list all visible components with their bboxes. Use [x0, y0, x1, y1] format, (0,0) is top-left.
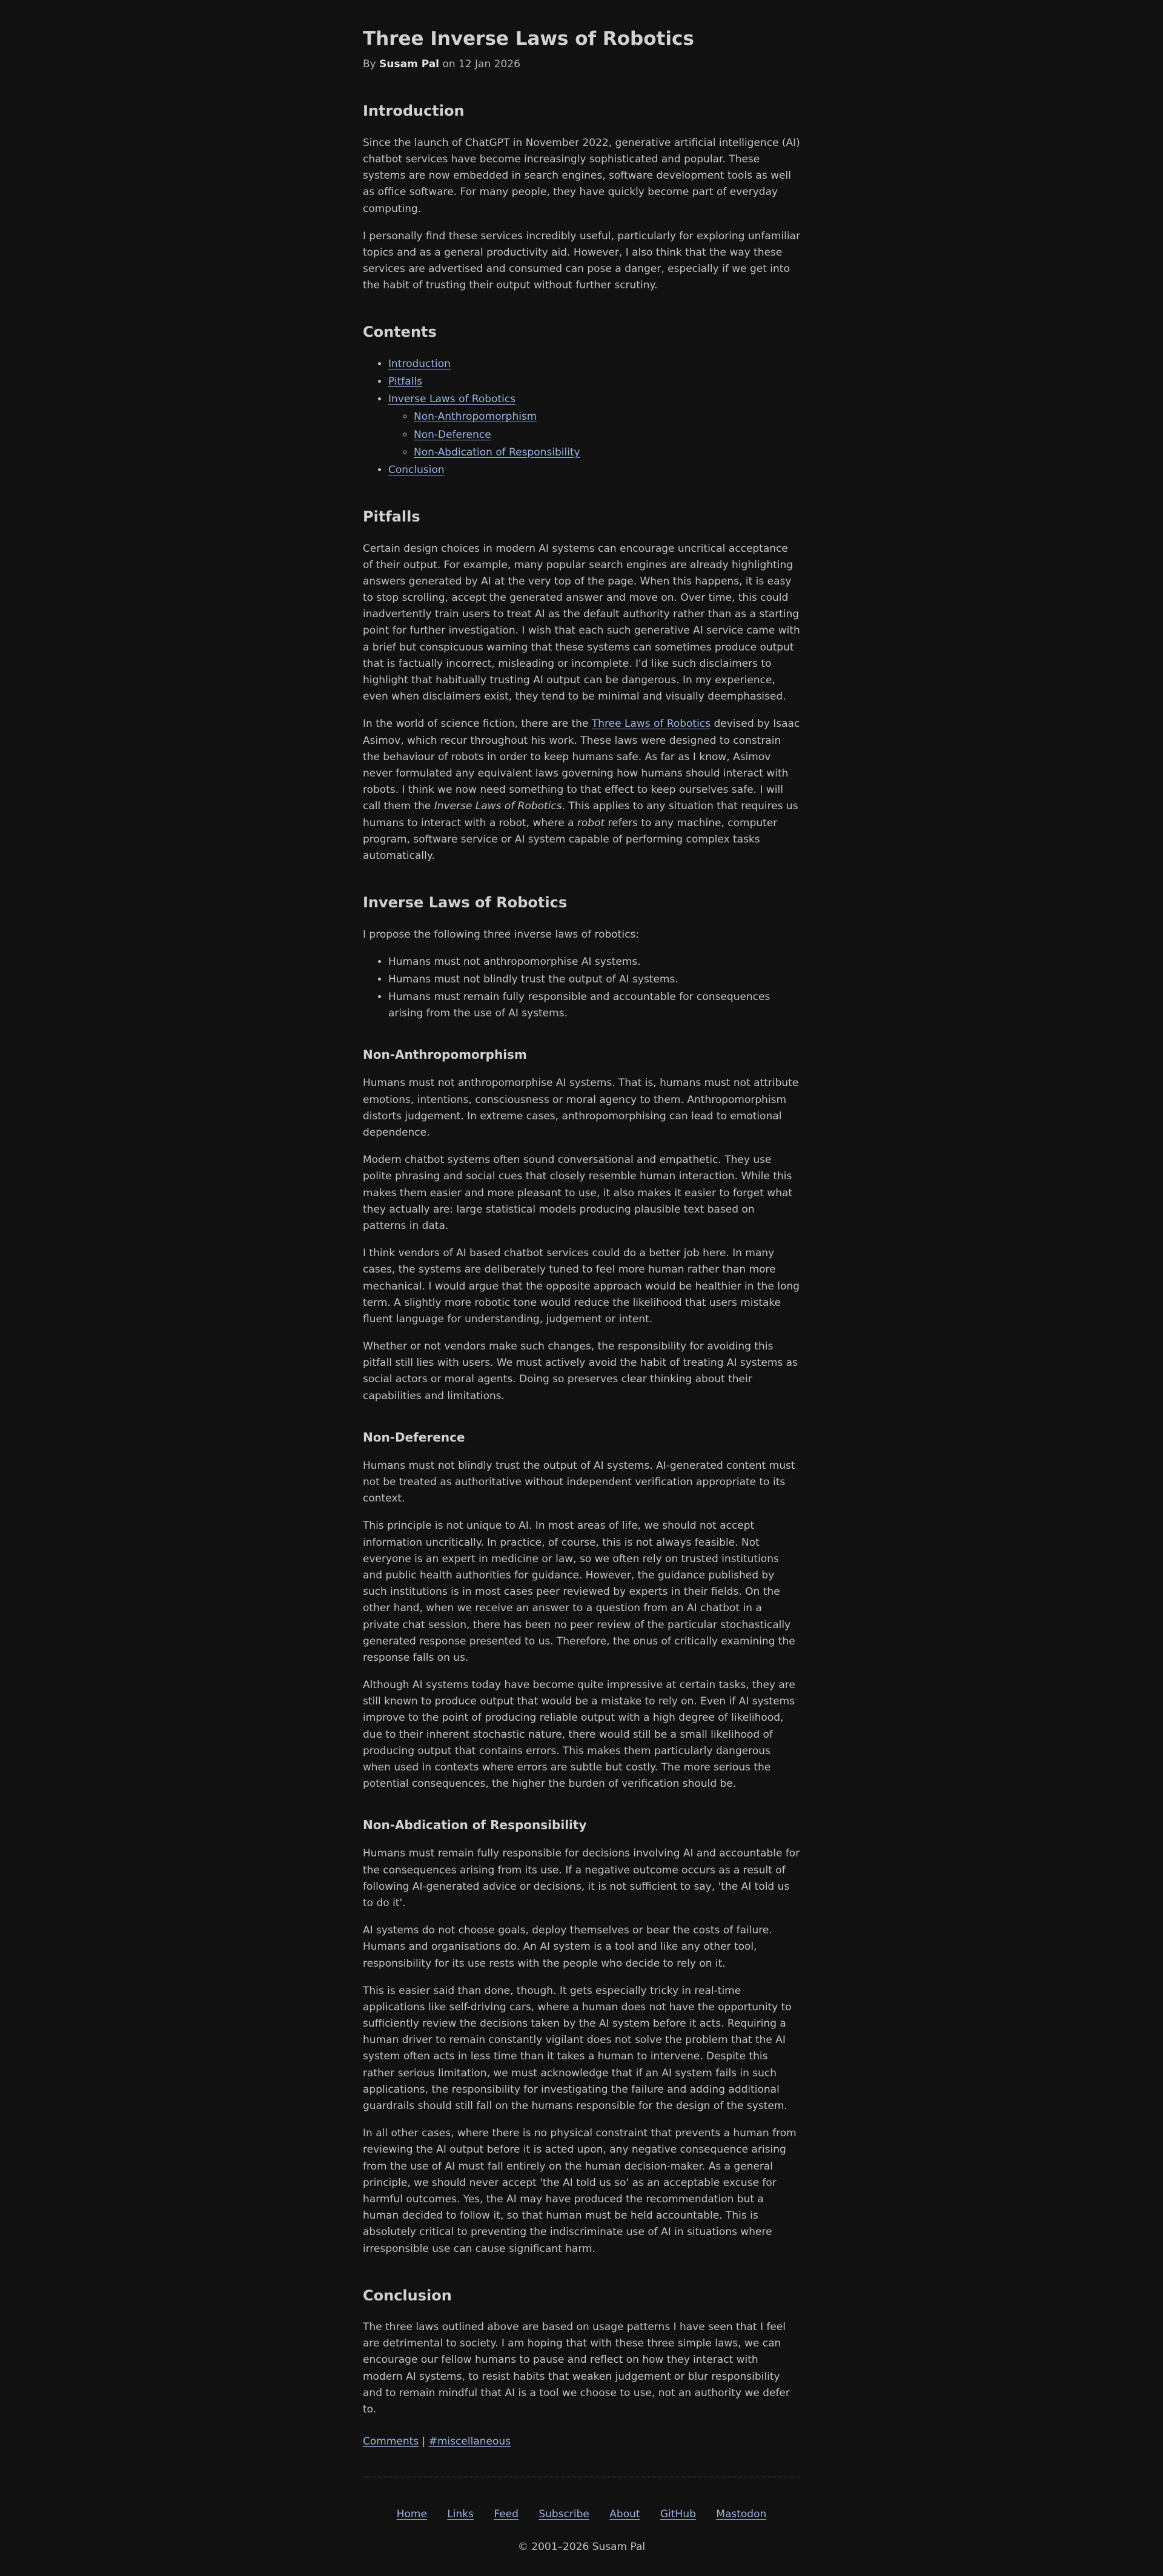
- heading-non-deference: Non-Deference: [363, 1429, 465, 1445]
- heading-contents: Contents: [363, 323, 437, 341]
- paragraph: The three laws outlined above are based on usage patterns I have seen that I feel are detrimental to society. I am hoping that with these three simple laws, we can encourage our fellow humans to pause and reflect on how they interact with modern AI systems, to resist habits that weaken judgement or blur responsibility and to remain mindful that AI is a tool we choose to use, not an authority we defer to.: [363, 2321, 790, 2416]
- article-title: Three Inverse Laws of Robotics: [363, 28, 694, 50]
- toc-subitem: [414, 427, 800, 443]
- law-item: • Humans must not blindly trust the output of AI systems.: [388, 972, 800, 988]
- toc-subitem: [414, 409, 800, 425]
- laws-list: [363, 954, 800, 1022]
- toc-link-non-anthropomorphism[interactable]: Non-Anthropomorphism: [414, 411, 537, 423]
- paragraph: In the world of science fiction, there are the Three Laws of Robotics devised by Isaac Asimov, which recur throughout his work. These laws were designed to constrain the behaviour of robots in order to keep humans safe. As far as I know, Asimov never formulated any equivalent laws governing how humans should interact with robots. I think we now need something to that effect to keep ourselves safe. I will call them the Inverse Laws of Robotics. This applies to any situation that requires us humans to interact with a robot, where a robot refers to any machine, computer program, software service or AI system capable of performing complex tasks automatically.: [363, 718, 800, 862]
- paragraph: Since the launch of ChatGPT in November 2022, generative artificial intelligence (AI) chatbot services have become increasingly sophisticated and popular. These systems are now embedded in search engines, software development tools as well as office software. For many people, they have quickly become part of everyday computing.: [363, 136, 800, 215]
- toc-item: [388, 356, 800, 372]
- heading-inverse-laws: Inverse Laws of Robotics: [363, 894, 568, 912]
- paragraph: Certain design choices in modern AI systems can encourage uncritical acceptance of their output. For example, many popular search engines are already highlighting answers generated by AI at the very top of the page. When this happens, it is easy to stop scrolling, accept the generated answer and move on. Over time, this could inadvertently train users to treat AI as the default authority rather than as a starting point for further investigation. I wish that each such generative AI service came with a brief but conspicuous warning that these systems can sometimes produce output that is factually incorrect, misleading or incomplete. I'd like such disclaimers to highlight that habitually trusting AI output can be dangerous. In my experience, even when disclaimers exist, they tend to be minimal and visually deemphasised.: [363, 542, 800, 703]
- byline: By Susam Pal on 12 Jan 2026: [363, 58, 520, 71]
- heading-conclusion: Conclusion: [363, 2286, 452, 2304]
- footer-link-github[interactable]: GitHub: [660, 2508, 696, 2521]
- contents-list: [363, 356, 800, 478]
- paragraph: This principle is not unique to AI. In most areas of life, we should not accept information uncritically. In practice, of course, this is not always feasible. Not everyone is an expert in medicine or law, so we often rely on trusted institutions and public health authorities for guidance. However, the guidance published by such institutions is in most cases peer reviewed by experts in their fields. On the other hand, when we receive an answer to a question from an AI chatbot in a private chat session, there has been no peer review of the particular stochastically generated response presented to us. Therefore, the onus of critically examining the response falls on us.: [363, 1520, 795, 1664]
- tag-miscellaneous-link[interactable]: #miscellaneous: [428, 2435, 511, 2448]
- three-laws-of-robotics-link[interactable]: Three Laws of Robotics: [591, 718, 711, 730]
- comments-link[interactable]: Comments: [363, 2435, 419, 2448]
- law-item: • Humans must remain fully responsible and accountable for consequences arising from the use of AI systems.: [388, 989, 800, 1022]
- bold-text: Susam Pal: [379, 58, 440, 71]
- toc-link-conclusion[interactable]: Conclusion: [388, 463, 445, 476]
- paragraph: Although AI systems today have become quite impressive at certain tasks, they are still known to produce output that would be a mistake to rely on. Even if AI systems improve to the point of producing reliable output with a high degree of likelihood, due to their inherent stochastic nature, there would still be a small likelihood of producing output that contains errors. This makes them particularly dangerous when used in contexts where errors are subtle but costly. The more serious the potential consequences, the higher the burden of verification should be.: [363, 1679, 795, 1790]
- toc-item: [388, 374, 800, 390]
- paragraph: This is easier said than done, though. It gets especially tricky in real-time applications like self-driving cars, where a human does not have the opportunity to sufficiently review the decisions taken by the AI system before it acts. Requiring a human driver to remain constantly vigilant does not solve the problem that the AI system often acts in less time than it takes a human to intervene. Despite this rather serious limitation, we must acknowledge that if an AI system fails in such applications, the responsibility for investigating the failure and adding additional guardrails should still fall on the humans responsible for the design of the system.: [363, 1984, 792, 2112]
- toc-item: [388, 391, 800, 461]
- footer-link-feed[interactable]: Feed: [494, 2508, 519, 2521]
- heading-pitfalls: Pitfalls: [363, 508, 420, 526]
- toc-subitem: [414, 445, 800, 461]
- emphasis-text: Inverse Laws of Robotics: [434, 800, 562, 813]
- article: [353, 0, 810, 2576]
- law-item: • Humans must not anthropomorphise AI systems.: [388, 954, 800, 970]
- toc-link-pitfalls[interactable]: Pitfalls: [388, 376, 422, 388]
- paragraph: Humans must not blindly trust the output of AI systems. AI-generated content must not be treated as authoritative without independent verification appropriate to its context.: [363, 1459, 795, 1505]
- toc-link-non-abdication[interactable]: Non-Abdication of Responsibility: [414, 446, 580, 459]
- footer-link-mastodon[interactable]: Mastodon: [716, 2508, 767, 2521]
- footer-link-links[interactable]: Links: [447, 2508, 474, 2521]
- heading-non-abdication: Non-Abdication of Responsibility: [363, 1818, 587, 1833]
- footer-link-about[interactable]: About: [609, 2508, 640, 2521]
- paragraph: I personally find these services incredibly useful, particularly for exploring unfamiliar topics and as a general productivity aid. However, I also think that the way these services are advertised and consumed can pose a danger, especially if we get into the habit of trusting their output without further scrutiny.: [363, 230, 800, 292]
- emphasis-text: robot: [577, 816, 605, 829]
- toc-link-non-deference[interactable]: Non-Deference: [414, 428, 491, 441]
- paragraph: Humans must not anthropomorphise AI systems. That is, humans must not attribute emotions, intentions, consciousness or moral agency to them. Anthropomorphism distorts judgement. In extreme cases, anthropomorphising can lead to emotional dependence.: [363, 1077, 799, 1139]
- paragraph: I propose the following three inverse laws of robotics:: [363, 928, 639, 941]
- heading-introduction: Introduction: [363, 102, 465, 120]
- post-links: Comments | #miscellaneous: [363, 2435, 511, 2448]
- paragraph: Modern chatbot systems often sound conversational and empathetic. They use polite phrasing and social cues that closely resemble human interaction. While this makes them easier and more pleasant to use, it also makes it easier to forget what they actually are: large statistical models producing plausible text based on patterns in data.: [363, 1154, 793, 1232]
- toc-link-inverse-laws[interactable]: Inverse Laws of Robotics: [388, 393, 516, 406]
- heading-non-anthropomorphism: Non-Anthropomorphism: [363, 1047, 527, 1062]
- paragraph: AI systems do not choose goals, deploy themselves or bear the costs of failure. Humans and organisations do. An AI system is a tool and like any other tool, responsibility for its use rests with the people who decide to rely on it.: [363, 1924, 772, 1970]
- paragraph: In all other cases, where there is no physical constraint that prevents a human from reviewing the AI output before it is acted upon, any negative consequence arising from the use of AI must fall entirely on the human decision-maker. As a general principle, we should never accept 'the AI told us so' as an acceptable excuse for harmful outcomes. Yes, the AI may have produced the recommendation but a human decided to follow it, so that human must be held accountable. This is absolutely critical to preventing the indiscriminate use of AI in situations where irresponsible use can cause significant harm.: [363, 2127, 797, 2255]
- copyright-notice: © 2001–2026 Susam Pal: [517, 2540, 646, 2553]
- footer-link-home[interactable]: Home: [396, 2508, 427, 2521]
- paragraph: Humans must remain fully responsible for decisions involving AI and accountable for the consequences arising from its use. If a negative outcome occurs as a result of following AI-generated advice or decisions, it is not sufficient to say, 'the AI told us to do it'.: [363, 1847, 800, 1909]
- toc-item: [388, 462, 800, 478]
- footer-nav: [363, 2506, 800, 2523]
- paragraph: I think vendors of AI based chatbot services could do a better job here. In many cases, the systems are deliberately tuned to feel more human rather than more mechanical. I would argue that the opposite approach would be healthier in the long term. A slightly more robotic tone would reduce the likelihood that users mistake fluent language for understanding, judgement or intent.: [363, 1247, 800, 1325]
- page-footer: [363, 2477, 800, 2575]
- toc-link-introduction[interactable]: Introduction: [388, 357, 451, 370]
- paragraph: Whether or not vendors make such changes, the responsibility for avoiding this pitfall still lies with users. We must actively avoid the habit of treating AI systems as social actors or moral agents. Doing so preserves clear thinking about their capabilities and limitations.: [363, 1340, 798, 1402]
- footer-link-subscribe[interactable]: Subscribe: [538, 2508, 589, 2521]
- contents-sublist: [388, 409, 800, 461]
